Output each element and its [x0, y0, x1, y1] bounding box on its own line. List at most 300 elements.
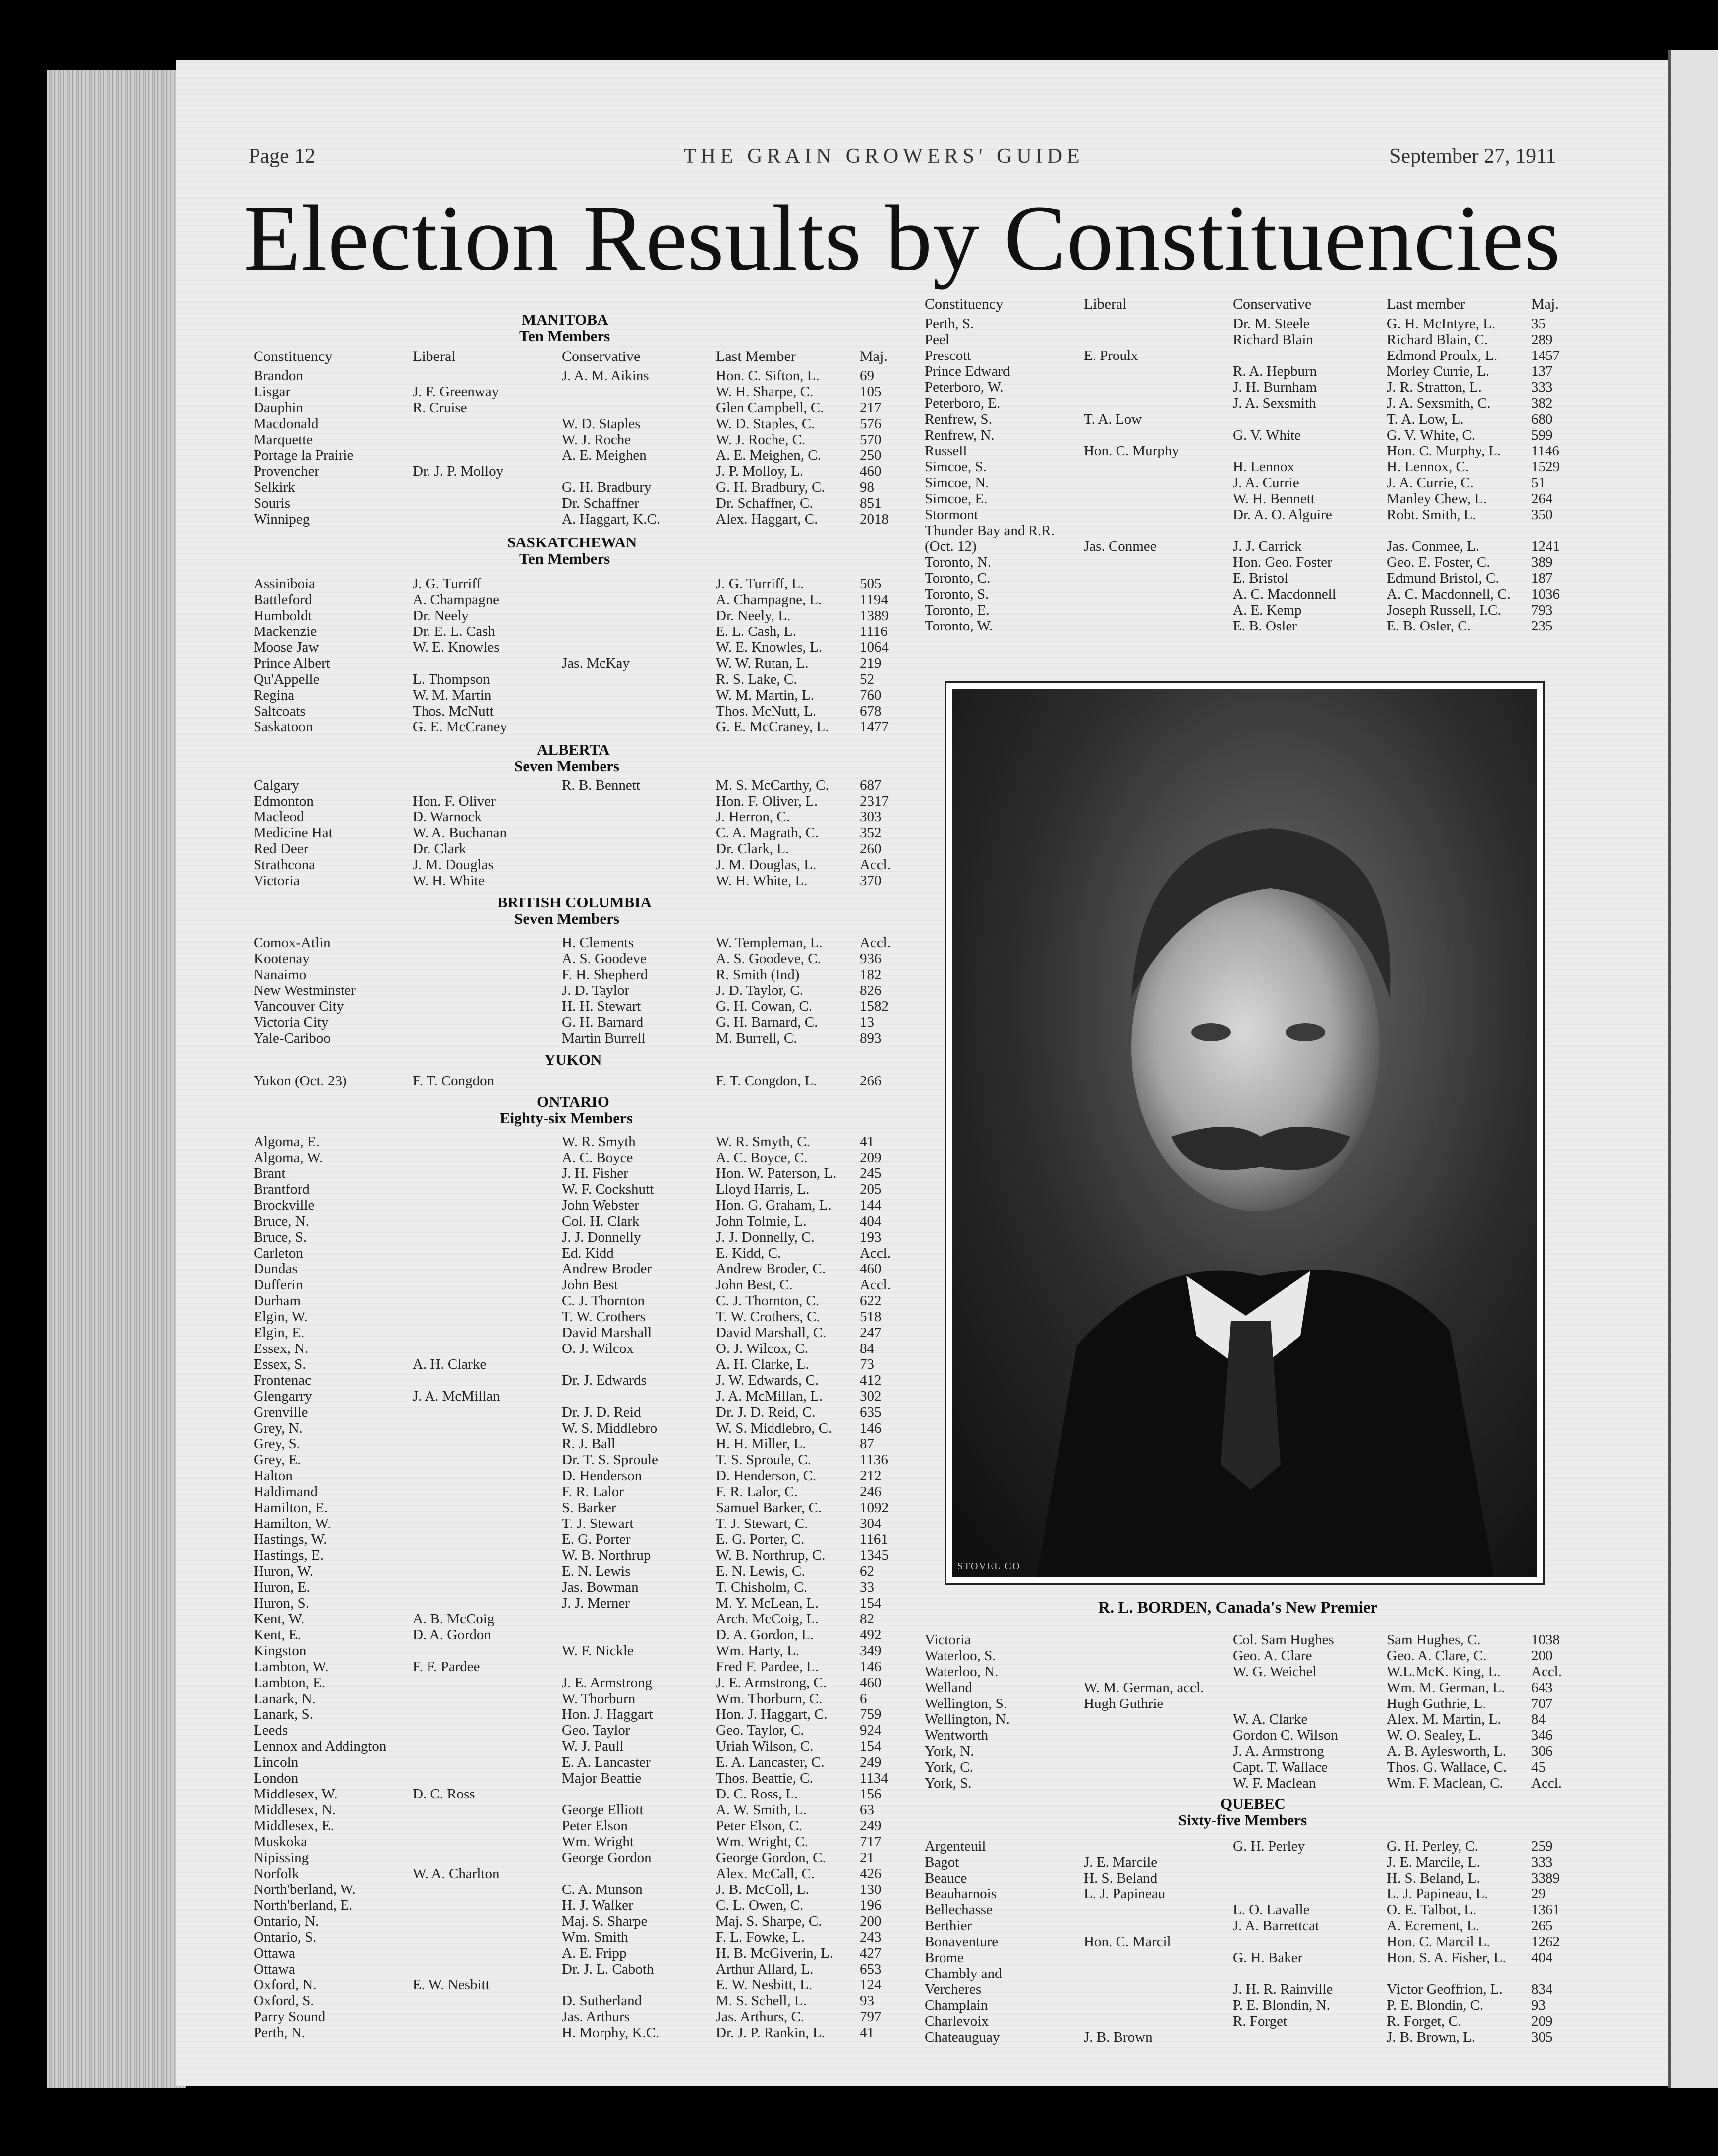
conservative-candidate: Dr. J. D. Reid — [562, 1404, 641, 1420]
conservative-candidate: H. Lennox — [1233, 459, 1295, 475]
last-member: Dr. Schaffner, C. — [716, 495, 813, 511]
column-header-liberal: Liberal — [1084, 296, 1127, 312]
liberal-candidate: W. H. White — [413, 873, 485, 889]
majority: 156 — [860, 1786, 882, 1802]
last-member: F. L. Fowke, L. — [716, 1929, 805, 1945]
constituency: Bellechasse — [925, 1902, 993, 1918]
last-member: A. E. Meighen, C. — [716, 448, 821, 463]
constituency: Macleod — [254, 809, 304, 825]
majority: 303 — [860, 809, 882, 825]
conservative-candidate: J. A. Armstrong — [1233, 1743, 1324, 1759]
constituency: Brome — [925, 1950, 964, 1966]
last-member: Edmond Proulx, L. — [1387, 348, 1498, 363]
last-member: A. C. Macdonnell, C. — [1387, 586, 1511, 602]
conservative-candidate: L. O. Lavalle — [1233, 1902, 1310, 1918]
section-name: QUEBEC — [1220, 1795, 1286, 1812]
last-member: A. B. Aylesworth, L. — [1387, 1743, 1506, 1759]
constituency: Haldimand — [254, 1484, 318, 1500]
liberal-candidate: E. Proulx — [1084, 348, 1138, 363]
liberal-candidate: W. M. German, accl. — [1084, 1680, 1204, 1696]
majority: 1389 — [860, 608, 889, 624]
last-member: Wm. F. Maclean, C. — [1387, 1775, 1503, 1791]
conservative-candidate: Wm. Wright — [562, 1834, 634, 1850]
majority: 834 — [1531, 1981, 1553, 1997]
majority: 217 — [860, 400, 882, 416]
majority: 29 — [1531, 1886, 1546, 1902]
conservative-candidate: David Marshall — [562, 1325, 652, 1341]
majority: 1136 — [860, 1452, 888, 1468]
conservative-candidate: Richard Blain — [1233, 332, 1313, 348]
last-member: John Best, C. — [716, 1277, 793, 1293]
majority: 73 — [860, 1356, 874, 1372]
constituency: Beauharnois — [925, 1886, 997, 1902]
constituency: Elgin, W. — [254, 1309, 308, 1325]
majority: 759 — [860, 1707, 882, 1722]
constituency: Huron, W. — [254, 1563, 314, 1579]
constituency: Renfrew, S. — [925, 411, 992, 427]
last-member: O. J. Wilcox, C. — [716, 1341, 808, 1356]
last-member: A. Ecrement, L. — [1387, 1918, 1480, 1934]
constituency: Peterboro, E. — [925, 395, 1001, 411]
majority: 154 — [860, 1738, 882, 1754]
constituency: Souris — [254, 495, 291, 511]
section-members: Ten Members — [519, 327, 610, 345]
last-member: R. S. Lake, C. — [716, 671, 797, 687]
liberal-candidate: T. A. Low — [1084, 411, 1142, 427]
column-header-last_member: Last Member — [716, 348, 796, 364]
conservative-candidate: Martin Burrell — [562, 1030, 646, 1046]
constituency: Grey, N. — [254, 1420, 303, 1436]
majority: 389 — [1531, 554, 1553, 570]
last-member: Lloyd Harris, L. — [716, 1181, 810, 1197]
majority: 678 — [860, 703, 882, 719]
conservative-candidate: J. H. Burnham — [1233, 379, 1317, 395]
conservative-candidate: Ed. Kidd — [562, 1245, 614, 1261]
conservative-candidate: W. R. Smyth — [562, 1134, 636, 1150]
conservative-candidate: J. J. Donnelly — [562, 1229, 641, 1245]
majority: 45 — [1531, 1759, 1546, 1775]
last-member: W. B. Northrup, C. — [716, 1547, 826, 1563]
majority: Accl. — [860, 935, 891, 951]
constituency: Lanark, N. — [254, 1691, 316, 1707]
constituency: Champlain — [925, 1997, 988, 2013]
last-member: O. E. Talbot, L. — [1387, 1902, 1477, 1918]
majority: 622 — [860, 1293, 882, 1309]
conservative-candidate: H. Morphy, K.C. — [562, 2025, 660, 2041]
last-member: Alex. Haggart, C. — [716, 511, 818, 527]
majority: 84 — [860, 1341, 874, 1356]
constituency: Kingston — [254, 1643, 307, 1659]
majority: 93 — [860, 1993, 874, 2009]
constituency: Assiniboia — [254, 576, 316, 592]
majority: 352 — [860, 825, 882, 841]
last-member: C. L. Owen, C. — [716, 1897, 804, 1913]
conservative-candidate: G. H. Barnard — [562, 1014, 644, 1030]
constituency: Brandon — [254, 368, 303, 384]
conservative-candidate: C. J. Thornton — [562, 1293, 645, 1309]
constituency: Beauce — [925, 1870, 967, 1886]
last-member: J. J. Donnelly, C. — [716, 1229, 815, 1245]
last-member: Thos. Beattie, C. — [716, 1770, 813, 1786]
last-member: A. Champagne, L. — [716, 592, 822, 608]
majority: 249 — [860, 1754, 882, 1770]
last-member: W. O. Sealey, L. — [1387, 1727, 1481, 1743]
constituency: Toronto, C. — [925, 570, 991, 586]
majority: 1064 — [860, 639, 889, 655]
last-member: David Marshall, C. — [716, 1325, 827, 1341]
constituency: Peterboro, W. — [925, 379, 1004, 395]
conservative-candidate: R. J. Ball — [562, 1436, 615, 1452]
majority: 1134 — [860, 1770, 888, 1786]
conservative-candidate: A. E. Kemp — [1233, 602, 1302, 618]
constituency: York, C. — [925, 1759, 973, 1775]
last-member: Hon. C. Marcil L. — [1387, 1934, 1490, 1950]
constituency: Toronto, W. — [925, 618, 993, 634]
majority: 209 — [860, 1150, 882, 1166]
conservative-candidate: C. A. Munson — [562, 1882, 643, 1897]
constituency: Hastings, W. — [254, 1531, 327, 1547]
majority: 260 — [860, 841, 882, 857]
last-member: Hon. C. Murphy, L. — [1387, 443, 1501, 459]
conservative-candidate: Wm. Smith — [562, 1929, 628, 1945]
last-member: Jas. Arthurs, C. — [716, 2009, 805, 2025]
constituency: Nipissing — [254, 1850, 309, 1866]
conservative-candidate: E. A. Lancaster — [562, 1754, 651, 1770]
majority: 154 — [860, 1595, 882, 1611]
last-member: Samuel Barker, C. — [716, 1500, 822, 1516]
majority: 349 — [860, 1643, 882, 1659]
photo-caption: R. L. BORDEN, Canada's New Premier — [1098, 1599, 1378, 1617]
majority: 1457 — [1531, 348, 1560, 363]
constituency: New Westminster — [254, 983, 356, 998]
conservative-candidate: J. A. Currie — [1233, 475, 1299, 491]
liberal-candidate: Hugh Guthrie — [1084, 1696, 1164, 1711]
constituency: Saskatoon — [254, 719, 313, 735]
constituency: Essex, S. — [254, 1356, 306, 1372]
last-member: Arthur Allard, L. — [716, 1961, 814, 1977]
majority: 137 — [1531, 363, 1553, 379]
last-member: F. R. Lalor, C. — [716, 1484, 798, 1500]
liberal-candidate: A. H. Clarke — [413, 1356, 487, 1372]
majority: 84 — [1531, 1711, 1546, 1727]
conservative-candidate: J. J. Carrick — [1233, 539, 1302, 554]
last-member: Hon. W. Paterson, L. — [716, 1166, 837, 1181]
conservative-candidate: George Elliott — [562, 1802, 644, 1818]
constituency: Peel — [925, 332, 949, 348]
majority: 427 — [860, 1945, 882, 1961]
majority: 144 — [860, 1197, 882, 1213]
liberal-candidate: Jas. Conmee — [1084, 539, 1157, 554]
constituency: Ontario, N. — [254, 1913, 319, 1929]
last-member: M. S. Schell, L. — [716, 1993, 807, 2009]
constituency: Dufferin — [254, 1277, 303, 1293]
constituency: Medicine Hat — [254, 825, 333, 841]
liberal-candidate: J. G. Turriff — [413, 576, 482, 592]
section-name: SASKATCHEWAN — [507, 534, 637, 551]
constituency: Muskoka — [254, 1834, 307, 1850]
majority: 98 — [860, 479, 874, 495]
conservative-candidate: R. A. Hepburn — [1233, 363, 1317, 379]
last-member: Edmund Bristol, C. — [1387, 570, 1499, 586]
majority: 382 — [1531, 395, 1553, 411]
majority: 146 — [860, 1420, 882, 1436]
majority: 243 — [860, 1929, 882, 1945]
majority: 130 — [860, 1882, 882, 1897]
constituency: Kent, E. — [254, 1627, 301, 1643]
last-member: Jas. Conmee, L. — [1387, 539, 1480, 554]
column-header-constituency: Constituency — [925, 296, 1004, 312]
last-member: M. Burrell, C. — [716, 1030, 797, 1046]
constituency: Waterloo, N. — [925, 1664, 999, 1680]
majority: 219 — [860, 655, 882, 671]
conservative-candidate: J. H. R. Rainville — [1233, 1981, 1333, 1997]
majority: 1582 — [860, 998, 889, 1014]
conservative-candidate: F. R. Lalor — [562, 1484, 624, 1500]
last-member: Wm. Wright, C. — [716, 1834, 808, 1850]
liberal-candidate: E. W. Nesbitt — [413, 1977, 490, 1993]
constituency: Hamilton, E. — [254, 1500, 328, 1516]
majority: 1038 — [1531, 1632, 1560, 1648]
conservative-candidate: A. E. Meighen — [562, 448, 647, 463]
last-member: Hon. F. Oliver, L. — [716, 793, 818, 809]
constituency: Red Deer — [254, 841, 309, 857]
constituency: Charlevoix — [925, 2013, 989, 2029]
last-member: F. T. Congdon, L. — [716, 1073, 817, 1089]
constituency: Oxford, S. — [254, 1993, 314, 2009]
last-member: J. A. Currie, C. — [1387, 475, 1474, 491]
conservative-candidate: Major Beattie — [562, 1770, 642, 1786]
last-member: P. E. Blondin, C. — [1387, 1997, 1484, 2013]
majority: 246 — [860, 1484, 882, 1500]
last-member: Geo. Taylor, C. — [716, 1722, 804, 1738]
majority: 52 — [860, 671, 874, 687]
section-members: Seven Members — [515, 910, 619, 927]
last-member: Dr. Clark, L. — [716, 841, 789, 857]
majority: 249 — [860, 1818, 882, 1834]
majority: 1116 — [860, 624, 888, 639]
constituency: Regina — [254, 687, 295, 703]
liberal-candidate: J. A. McMillan — [413, 1388, 500, 1404]
liberal-candidate: L. J. Papineau — [1084, 1886, 1166, 1902]
last-member: E. L. Cash, L. — [716, 624, 796, 639]
conservative-candidate: G. H. Bradbury — [562, 479, 652, 495]
page-title: Election Results by Constituencies — [244, 186, 1561, 290]
liberal-candidate: J. F. Greenway — [413, 384, 499, 400]
last-member: H. H. Miller, L. — [716, 1436, 806, 1452]
conservative-candidate: W. S. Middlebro — [562, 1420, 658, 1436]
conservative-candidate: J. H. Fisher — [562, 1166, 628, 1181]
majority: 21 — [860, 1850, 874, 1866]
last-member: Hon. G. Graham, L. — [716, 1197, 832, 1213]
liberal-candidate: G. E. McCraney — [413, 719, 508, 735]
majority: 245 — [860, 1166, 882, 1181]
constituency: York, N. — [925, 1743, 974, 1759]
page-number: Page 12 — [249, 145, 316, 168]
conservative-candidate: D. Sutherland — [562, 1993, 642, 2009]
last-member: J. E. Marcile, L. — [1387, 1854, 1480, 1870]
constituency: Yale-Cariboo — [254, 1030, 331, 1046]
constituency: Oxford, N. — [254, 1977, 317, 1993]
majority: 82 — [860, 1611, 874, 1627]
liberal-candidate: D. Warnock — [413, 809, 482, 825]
last-member: A. C. Boyce, C. — [716, 1150, 808, 1166]
last-member: W. W. Rutan, L. — [716, 655, 809, 671]
last-member: Wm. Harty, L. — [716, 1643, 800, 1659]
last-member: John Tolmie, L. — [716, 1213, 807, 1229]
majority: Accl. — [1531, 1775, 1562, 1791]
constituency: Saltcoats — [254, 703, 306, 719]
last-member: T. A. Low, L. — [1387, 411, 1464, 427]
constituency: Victoria — [925, 1632, 971, 1648]
column-header-last_member: Last member — [1387, 296, 1465, 312]
conservative-candidate: Maj. S. Sharpe — [562, 1913, 648, 1929]
majority: 1345 — [860, 1547, 889, 1563]
column-header-conservative: Conservative — [1233, 296, 1312, 312]
majority: 653 — [860, 1961, 882, 1977]
section-name: BRITISH COLUMBIA — [497, 894, 652, 911]
column-header-constituency: Constituency — [254, 348, 333, 364]
last-member: L. J. Papineau, L. — [1387, 1886, 1488, 1902]
majority: 460 — [860, 463, 882, 479]
last-member: J. R. Stratton, L. — [1387, 379, 1482, 395]
constituency: Brant — [254, 1166, 286, 1181]
majority: 247 — [860, 1325, 882, 1341]
constituency: Portage la Prairie — [254, 448, 354, 463]
last-member: W. E. Knowles, L. — [716, 639, 822, 655]
majority: 182 — [860, 967, 882, 983]
last-member: Geo. E. Foster, C. — [1387, 554, 1490, 570]
majority: 2317 — [860, 793, 889, 809]
conservative-candidate: Gordon C. Wilson — [1233, 1727, 1338, 1743]
constituency: Algoma, E. — [254, 1134, 320, 1150]
column-header-majority: Maj. — [1531, 296, 1559, 312]
constituency: Stormont — [925, 507, 978, 523]
last-member: Dr. J. P. Rankin, L. — [716, 2025, 825, 2041]
constituency: Bruce, S. — [254, 1229, 307, 1245]
majority: 1241 — [1531, 539, 1560, 554]
conservative-candidate: Dr. J. Edwards — [562, 1372, 647, 1388]
conservative-candidate: Dr. Schaffner — [562, 495, 639, 511]
majority: 200 — [1531, 1648, 1553, 1664]
conservative-candidate: W. J. Roche — [562, 432, 631, 448]
constituency: Comox-Atlin — [254, 935, 331, 951]
majority: 797 — [860, 2009, 882, 2025]
majority: 826 — [860, 983, 882, 998]
majority: 105 — [860, 384, 882, 400]
last-member: J. A. Sexsmith, C. — [1387, 395, 1491, 411]
majority: 193 — [860, 1229, 882, 1245]
conservative-candidate: W. B. Northrup — [562, 1547, 651, 1563]
liberal-candidate: L. Thompson — [413, 671, 490, 687]
constituency: Vancouver City — [254, 998, 344, 1014]
majority: 6 — [860, 1691, 867, 1707]
last-member: J. P. Molloy, L. — [716, 463, 804, 479]
liberal-candidate: Dr. Neely — [413, 608, 469, 624]
constituency: Prince Albert — [254, 655, 330, 671]
constituency: Kootenay — [254, 951, 310, 967]
last-member: W.L.McK. King, L. — [1387, 1664, 1501, 1680]
last-member: Thos. G. Wallace, C. — [1387, 1759, 1507, 1775]
last-member: J. Herron, C. — [716, 809, 790, 825]
last-member: Hugh Guthrie, L. — [1387, 1696, 1486, 1711]
constituency: Wellington, S. — [925, 1696, 1008, 1711]
conservative-candidate: J. A. M. Aikins — [562, 368, 649, 384]
majority: Accl. — [1531, 1664, 1562, 1680]
majority: 687 — [860, 777, 882, 793]
majority: 570 — [860, 432, 882, 448]
constituency: Waterloo, S. — [925, 1648, 996, 1664]
conservative-candidate: W. F. Nickle — [562, 1643, 634, 1659]
portrait-photo — [945, 681, 1545, 1585]
portrait-drawing — [952, 689, 1537, 1577]
majority: 924 — [860, 1722, 882, 1738]
section-name: MANITOBA — [522, 311, 608, 328]
constituency: Strathcona — [254, 857, 316, 873]
constituency: Glengarry — [254, 1388, 312, 1404]
conservative-candidate: G. H. Perley — [1233, 1838, 1305, 1854]
last-member: M. Y. McLean, L. — [716, 1595, 819, 1611]
constituency: Brantford — [254, 1181, 310, 1197]
last-member: J. W. Edwards, C. — [716, 1372, 819, 1388]
constituency: Simcoe, S. — [925, 459, 987, 475]
last-member: Maj. S. Sharpe, C. — [716, 1913, 822, 1929]
majority: 1477 — [860, 719, 889, 735]
last-member: G. E. McCraney, L. — [716, 719, 829, 735]
conservative-candidate: Jas. McKay — [562, 655, 630, 671]
last-member: A. W. Smith, L. — [716, 1802, 807, 1818]
constituency: Yukon (Oct. 23) — [254, 1073, 347, 1089]
conservative-candidate: Jas. Bowman — [562, 1579, 639, 1595]
last-member: C. A. Magrath, C. — [716, 825, 819, 841]
majority: 212 — [860, 1468, 882, 1484]
majority: 51 — [1531, 475, 1546, 491]
majority: 306 — [1531, 1743, 1553, 1759]
last-member: J. B. McColl, L. — [716, 1882, 809, 1897]
majority: 1361 — [1531, 1902, 1560, 1918]
conservative-candidate: John Best — [562, 1277, 618, 1293]
constituency: Ontario, S. — [254, 1929, 317, 1945]
constituency: Winnipeg — [254, 511, 310, 527]
conservative-candidate: J. E. Armstrong — [562, 1675, 653, 1691]
constituency: Simcoe, N. — [925, 475, 989, 491]
majority: 69 — [860, 368, 874, 384]
majority: 518 — [860, 1309, 882, 1325]
majority: 760 — [860, 687, 882, 703]
constituency: Lennox and Addington — [254, 1738, 387, 1754]
majority: 492 — [860, 1627, 882, 1643]
last-member: W. H. White, L. — [716, 873, 808, 889]
last-member: E. G. Porter, C. — [716, 1531, 805, 1547]
liberal-candidate: J. E. Marcile — [1084, 1854, 1158, 1870]
liberal-candidate: Dr. J. P. Molloy — [413, 463, 504, 479]
conservative-candidate: H. H. Stewart — [562, 998, 641, 1014]
page-edges — [47, 70, 186, 2088]
constituency: Middlesex, N. — [254, 1802, 336, 1818]
last-member: J. M. Douglas, L. — [716, 857, 817, 873]
last-member: Hon. S. A. Fisher, L. — [1387, 1950, 1506, 1966]
liberal-candidate: Hon. C. Marcil — [1084, 1934, 1171, 1950]
majority: 370 — [860, 873, 882, 889]
constituency: Vercheres — [925, 1981, 982, 1997]
majority: 87 — [860, 1436, 874, 1452]
constituency: Wellington, N. — [925, 1711, 1010, 1727]
liberal-candidate: Hon. C. Murphy — [1084, 443, 1179, 459]
last-member: Wm. M. German, L. — [1387, 1680, 1505, 1696]
last-member: Hon. J. Haggart, C. — [716, 1707, 828, 1722]
majority: 93 — [1531, 1997, 1546, 2013]
liberal-candidate: W. M. Martin — [413, 687, 492, 703]
constituency: Brockville — [254, 1197, 315, 1213]
